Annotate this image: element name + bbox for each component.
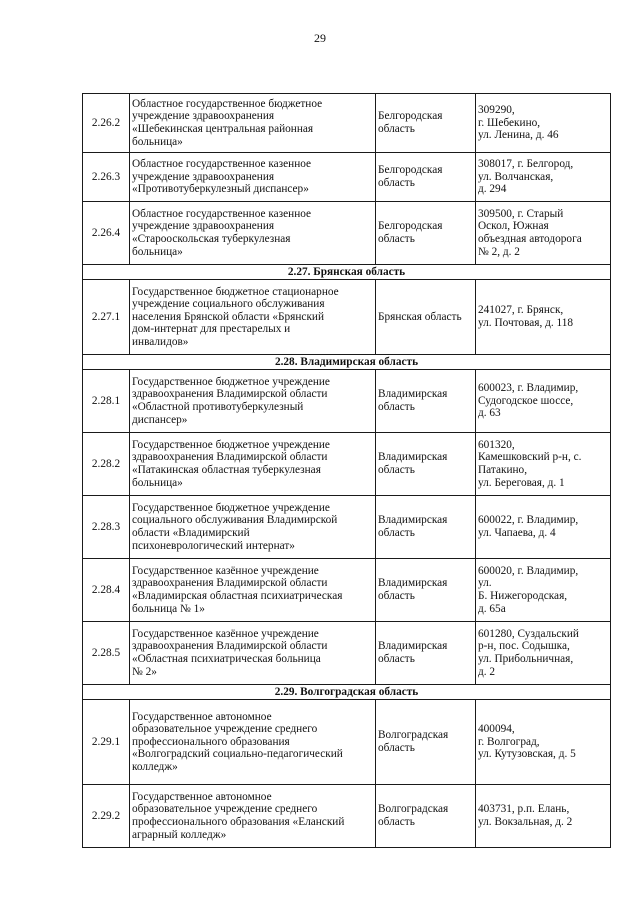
institution-name-cell [130,559,376,622]
institution-name-line: аграрный колледж» [132,828,227,841]
institution-name-line: инвалидов» [132,335,189,348]
page-number: 29 [314,31,326,45]
table-body [83,94,611,848]
institution-name-line: здравоохранения Владимирской области [132,451,328,464]
institution-name-line: социального обслуживания Владимирской [132,514,338,527]
region-cell [376,700,476,785]
address-cell [476,433,611,496]
institution-name-line: Государственное автономное [132,790,272,803]
institution-name-line: профессионального образования [132,735,290,748]
region-line: область [378,742,415,754]
address-line: ул. Прибольничная, [478,653,574,665]
address-line: г. Волгоград, [478,735,540,748]
address-line: Патакино, [478,464,528,476]
region-line: Белгородская [378,110,443,123]
institution-name-line: колледж» [132,760,178,773]
region-line: область [378,401,415,413]
table-row [83,280,611,355]
address-cell [476,202,611,265]
address-line: 403731, р.п. Елань, [478,803,570,816]
institution-name-line: учреждение здравоохранения [132,170,275,183]
region-line: область [378,233,415,245]
address-line: № 2, д. 2 [478,245,520,258]
address-line: ул. Кутузовская, д. 5 [478,748,576,761]
region-cell [376,153,476,202]
institution-name-line: больница» [132,135,183,148]
institution-name-line: учреждение социального обслуживания [132,298,325,311]
institution-name-line: психоневрологический интернат» [132,539,295,552]
address-line: ул. Вокзальная, д. 2 [478,816,573,828]
address-cell [476,153,611,202]
address-line: 600022, г. Владимир, [478,514,579,527]
address-cell [476,785,611,848]
entry-number-cell: 2.28.2 [83,433,130,496]
region-line: Волгоградская [378,803,449,816]
institution-name-line: Государственное бюджетное учреждение [132,438,330,451]
institution-name-line: «Волгоградский социально-педагогический [132,748,343,761]
address-line: объездная автодорога [478,233,582,245]
institution-name-line: «Областная психиатрическая больница [132,653,321,665]
table-row [83,433,611,496]
institution-name-line: Областное государственное казенное [132,207,312,220]
institution-name-cell [130,496,376,559]
institution-name-line: больница № 1» [132,602,205,615]
institution-name-line: образовательное учреждение среднего [132,723,318,736]
institution-name-cell [130,433,376,496]
address-line: ул. Чапаева, д. 4 [478,527,556,539]
region-line: Владимирская [378,388,448,401]
institution-name-cell [130,202,376,265]
table-row [83,370,611,433]
institution-name-line: области «Владимирский [132,527,250,539]
entry-number-cell: 2.28.1 [83,370,130,433]
institution-name-line: учреждение здравоохранения [132,110,275,123]
address-line: 309290, [478,104,515,117]
address-cell [476,700,611,785]
region-line: Волгоградская [378,729,449,742]
address-line: ул. Почтовая, д. 118 [478,317,574,329]
table-row [83,202,611,265]
region-line: Владимирская [378,514,448,527]
institution-name-cell [130,622,376,685]
institution-name-cell [130,94,376,153]
region-cell [376,559,476,622]
address-line: д. 63 [478,407,501,420]
entry-number-cell: 2.28.4 [83,559,130,622]
institution-name-line: «Старооскольская туберкулезная [132,233,291,245]
address-line: ул. Волчанская, [478,170,554,183]
region-line: Белгородская [378,164,443,177]
section-title: 2.28. Владимирская область [83,355,611,370]
region-line: Брянская область [378,310,462,323]
institution-name-line: Государственное автономное [132,710,272,723]
institution-name-line: Государственное бюджетное учреждение [132,375,330,388]
address-line: 241027, г. Брянск, [478,304,564,317]
table-row [83,785,611,848]
address-cell [476,622,611,685]
section-header-row [83,685,611,700]
institution-name-line: Государственное казённое учреждение [132,564,319,577]
institution-name-line: № 2» [132,665,157,678]
address-cell [476,496,611,559]
institution-name-line: Государственное бюджетное учреждение [132,501,330,514]
section-title: 2.27. Брянская область [83,265,611,280]
institution-name-line: больница» [132,245,183,258]
region-line: Владимирская [378,577,448,590]
address-line: 400094, [478,723,515,736]
entry-number-cell: 2.26.2 [83,94,130,153]
region-line: область [378,123,415,135]
institution-name-line: «Областной противотуберкулезный [132,401,304,413]
institution-name-line: населения Брянской области «Брянский [132,310,325,323]
address-cell [476,559,611,622]
region-line: Белгородская [378,220,443,233]
address-line: 600023, г. Владимир, [478,382,579,395]
region-cell [376,94,476,153]
region-line: область [378,177,415,189]
address-line: 601320, [478,438,515,451]
section-header-row [83,265,611,280]
institution-name-line: здравоохранения Владимирской области [132,388,328,401]
address-line: р-н, пос. Содышка, [478,640,570,653]
institution-name-line: «Шебекинская центральная районная [132,123,314,135]
institution-name-line: дом-интернат для престарелых и [132,323,291,336]
address-line: 601280, Суздальский [478,627,579,640]
region-cell [376,496,476,559]
institution-name-line: «Противотуберкулезный диспансер» [132,183,309,196]
region-line: область [378,464,415,476]
entry-number-cell: 2.28.3 [83,496,130,559]
region-line: область [378,527,415,539]
entry-number-cell: 2.28.5 [83,622,130,685]
region-line: область [378,590,415,602]
entry-number-cell: 2.27.1 [83,280,130,355]
institution-name-line: Областное государственное бюджетное [132,97,323,110]
address-line: ул. [478,577,492,590]
entry-number-cell: 2.29.1 [83,700,130,785]
address-cell [476,280,611,355]
region-cell [376,280,476,355]
section-header-row [83,355,611,370]
institution-name-line: диспансер» [132,413,188,426]
table-row [83,559,611,622]
address-line: д. 294 [478,183,507,196]
institution-name-line: учреждение здравоохранения [132,220,275,233]
address-line: д. 2 [478,665,496,678]
address-line: Камешковский р-н, с. [478,451,582,464]
address-line: д. 65а [478,602,506,615]
institution-name-line: Государственное бюджетное стационарное [132,285,339,298]
address-line: г. Шебекино, [478,116,541,129]
address-line: Б. Нижегородская, [478,590,568,602]
institution-name-line: здравоохранения Владимирской области [132,577,328,590]
table-row [83,153,611,202]
address-line: Оскол, Южная [478,220,549,233]
institution-name-cell [130,280,376,355]
table-row [83,622,611,685]
region-cell [376,370,476,433]
section-title: 2.29. Волгоградская область [83,685,611,700]
institution-name-line: «Владимирская областная психиатрическая [132,590,343,602]
region-cell [376,785,476,848]
region-line: Владимирская [378,451,448,464]
institution-name-line: образовательное учреждение среднего [132,803,318,816]
address-line: 308017, г. Белгород, [478,158,574,171]
address-line: 600020, г. Владимир, [478,564,579,577]
address-line: 309500, г. Старый [478,207,564,220]
institution-name-line: больница» [132,476,183,489]
institution-name-line: профессионального образования «Еланский [132,816,345,828]
address-cell [476,94,611,153]
address-cell [476,370,611,433]
table-row [83,94,611,153]
institution-name-line: здравоохранения Владимирской области [132,640,328,653]
table-row [83,700,611,785]
institution-name-cell [130,785,376,848]
entry-number-cell: 2.29.2 [83,785,130,848]
entry-number-cell: 2.26.3 [83,153,130,202]
entry-number-cell: 2.26.4 [83,202,130,265]
institution-name-line: Государственное казённое учреждение [132,627,319,640]
region-cell [376,622,476,685]
institution-name-cell [130,700,376,785]
table-row [83,496,611,559]
region-line: Владимирская [378,640,448,653]
institution-name-line: «Патакинская областная туберкулезная [132,464,321,476]
address-line: Судогодское шоссе, [478,394,574,407]
region-line: область [378,816,415,828]
institution-name-cell [130,370,376,433]
region-line: область [378,653,415,665]
region-cell [376,202,476,265]
institutions-table [82,93,611,848]
region-cell [376,433,476,496]
address-line: ул. Береговая, д. 1 [478,476,565,489]
institution-name-line: Областное государственное казенное [132,158,312,171]
address-line: ул. Ленина, д. 46 [478,129,559,142]
institution-name-cell [130,153,376,202]
